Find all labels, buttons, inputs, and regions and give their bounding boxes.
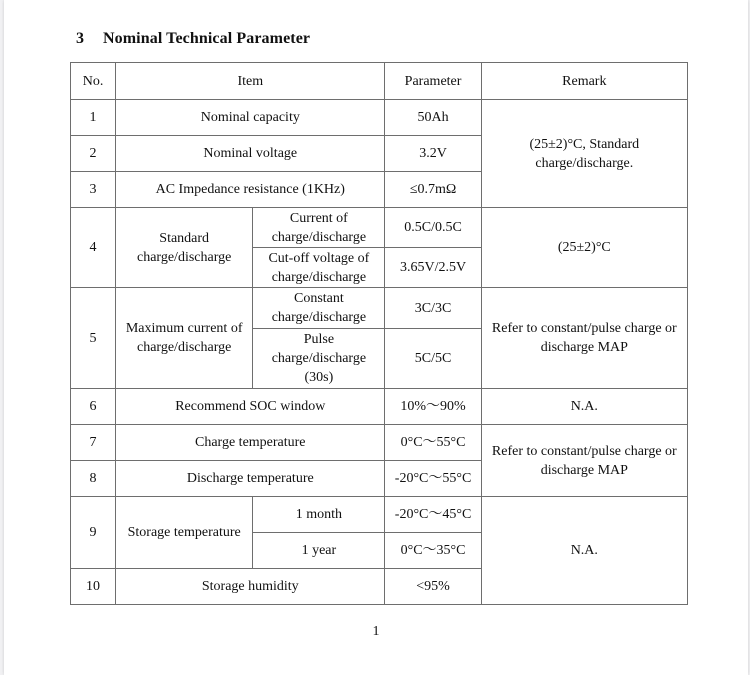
header-parameter: Parameter	[385, 63, 481, 100]
row-no: 8	[71, 461, 116, 497]
row-item: AC Impedance resistance (1KHz)	[116, 172, 385, 208]
row-parameter: -20°C～55°C	[385, 461, 481, 497]
row-remark: (25±2)°C	[481, 208, 687, 288]
row-item: Recommend SOC window	[116, 389, 385, 425]
row-subitem: Constant charge/discharge	[253, 288, 385, 329]
table-row	[71, 389, 688, 425]
table-row	[71, 208, 688, 248]
row-no: 1	[71, 100, 116, 136]
row-no: 6	[71, 389, 116, 425]
row-parameter: 3.65V/2.5V	[385, 248, 481, 288]
row-subitem: Pulse charge/discharge (30s)	[253, 329, 385, 389]
row-no: 2	[71, 136, 116, 172]
row-parameter: 0.5C/0.5C	[385, 208, 481, 248]
row-parameter: <95%	[385, 569, 481, 605]
row-no: 5	[71, 288, 116, 389]
row-item: Standard charge/discharge	[116, 208, 253, 288]
section-heading	[76, 30, 310, 48]
section-title: Nominal Technical Parameter	[103, 30, 311, 47]
row-no: 4	[71, 208, 116, 288]
row-item: Charge temperature	[116, 425, 385, 461]
row-parameter: 50Ah	[385, 100, 481, 136]
table-header-row	[71, 63, 688, 100]
row-item: Nominal voltage	[116, 136, 385, 172]
row-parameter: 3C/3C	[385, 288, 481, 329]
row-item: Discharge temperature	[116, 461, 385, 497]
table-row	[71, 497, 688, 533]
row-no: 9	[71, 497, 116, 569]
row-parameter: ≤0.7mΩ	[385, 172, 481, 208]
row-parameter: 0°C～55°C	[385, 425, 481, 461]
header-item: Item	[116, 63, 385, 100]
row-subitem: Cut-off voltage of charge/discharge	[253, 248, 385, 288]
row-no: 3	[71, 172, 116, 208]
row-parameter: 0°C～35°C	[385, 533, 481, 569]
row-remark: N.A.	[481, 389, 687, 425]
row-item: Maximum current of charge/discharge	[116, 288, 253, 389]
table-row	[71, 288, 688, 329]
row-parameter: 5C/5C	[385, 329, 481, 389]
row-no: 7	[71, 425, 116, 461]
row-remark: (25±2)°C, Standard charge/discharge.	[481, 100, 687, 208]
row-parameter: 10%～90%	[385, 389, 481, 425]
technical-parameter-table	[70, 62, 688, 605]
row-subitem: 1 year	[253, 533, 385, 569]
row-item: Storage humidity	[116, 569, 385, 605]
section-number: 3	[76, 30, 85, 47]
document-page	[4, 0, 748, 675]
row-remark: Refer to constant/pulse charge or discharge MAP	[481, 425, 687, 497]
row-remark: Refer to constant/pulse charge or discharge MAP	[481, 288, 687, 389]
row-remark: N.A.	[481, 497, 687, 605]
header-no: No.	[71, 63, 116, 100]
row-parameter: -20°C～45°C	[385, 497, 481, 533]
row-subitem: 1 month	[253, 497, 385, 533]
table-row	[71, 100, 688, 136]
row-parameter: 3.2V	[385, 136, 481, 172]
header-remark: Remark	[481, 63, 687, 100]
row-subitem: Current of charge/discharge	[253, 208, 385, 248]
row-item: Nominal capacity	[116, 100, 385, 136]
page-number: 1	[372, 624, 380, 639]
table-row	[71, 425, 688, 461]
row-item: Storage temperature	[116, 497, 253, 569]
row-no: 10	[71, 569, 116, 605]
